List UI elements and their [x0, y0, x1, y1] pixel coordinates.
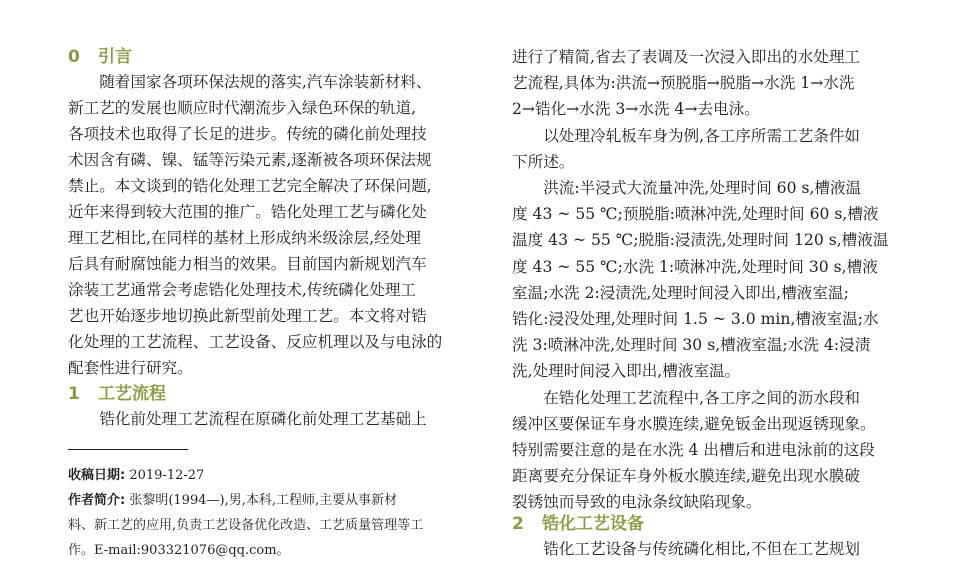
text-line: 后具有耐腐蚀能力相当的效果。目前国内新规划汽车 [68, 255, 427, 273]
text-line: 进行了精简,省去了表调及一次浸入即出的水处理工 [512, 48, 861, 66]
section-2-heading [512, 511, 644, 537]
text-line: 术因含有磷、镍、锰等污染元素,逐渐被各项环保法规 [68, 151, 432, 169]
text-line: 温度 43 ~ 55 ℃;脱脂:浸渍洗,处理时间 120 s,槽液温 [512, 231, 889, 250]
section-0-title: 引言 [98, 47, 132, 67]
section-0-number: 0 [68, 47, 80, 67]
text-line: 距离要充分保证车身外板水膜连续,避免出现水膜破 [512, 467, 861, 486]
text-line: 随着国家各项环保法规的落实,汽车涂装新材料、 [68, 73, 432, 91]
section-2-number: 2 [512, 514, 524, 534]
author-label: 作者简介: [68, 493, 126, 508]
section-1-title: 工艺流程 [98, 384, 166, 404]
text-line: 锆化前处理工艺流程在原磷化前处理工艺基础上 [68, 410, 427, 428]
text-line: 下所述。 [512, 152, 575, 171]
text-line: 涂装工艺通常会考虑锆化处理技术,传统磷化处理工 [68, 281, 417, 299]
text-line: 洪流:半浸式大流量冲洗,处理时间 60 s,槽液温 [512, 179, 862, 197]
author-line: 张黎明(1994—),男,本科,工程师,主要从事新材 [129, 493, 398, 508]
received-date [68, 463, 204, 488]
text-line: 各项技术也取得了长足的进步。传统的磷化前处理技 [68, 125, 427, 143]
text-line: 2→锆化→水洗 3→水洗 4→去电泳。 [512, 100, 760, 119]
text-line: 在锆化处理工艺流程中,各工序之间的沥水段和 [512, 388, 861, 407]
footnote-divider [68, 449, 188, 450]
text-line: 近年来得到较大范围的推广。锆化处理工艺与磷化处 [68, 203, 427, 221]
text-line: 以处理冷轧板车身为例,各工序所需工艺条件如 [512, 126, 861, 145]
received-value: 2019-12-27 [129, 468, 205, 483]
received-label: 收稿日期: [68, 468, 126, 483]
section-1-number: 1 [68, 384, 80, 404]
section-1-heading [68, 381, 166, 407]
section-2-title: 锆化工艺设备 [542, 514, 644, 534]
section-0-heading [68, 44, 132, 70]
author-bio-line: 作。E-mail:903321076@qq.com。 [68, 543, 290, 558]
text-line: 特别需要注意的是在水洗 4 出槽后和进电泳前的这段 [512, 441, 875, 459]
text-line: 裂锈蚀而导致的电泳条纹缺陷现象。 [512, 493, 762, 512]
text-line: 洗 3:喷淋冲洗,处理时间 30 s,槽液室温;水洗 4:浸渍 [512, 336, 871, 355]
text-line: 艺也开始逐步地切换此新型前处理工艺。本文将对锆 [68, 307, 427, 325]
text-line: 锆化工艺设备与传统磷化相比,不但在工艺规划 [512, 540, 861, 558]
text-line: 禁止。本文谈到的锆化处理工艺完全解决了环保问题, [68, 177, 432, 195]
text-line: 度 43 ~ 55 ℃;水洗 1:喷淋冲洗,处理时间 30 s,槽液 [512, 257, 878, 276]
text-line: 艺流程,具体为:洪流→预脱脂→脱脂→水洗 1→水洗 [512, 74, 855, 93]
author-bio-line: 料、新工艺的应用,负责工艺设备优化改造、工艺质量管理等工 [68, 518, 424, 533]
text-line: 室温;水洗 2:浸渍洗,处理时间浸入即出,槽液室温; [512, 283, 849, 302]
author-bio-line [68, 488, 397, 513]
text-line: 理工艺相比,在同样的基材上形成纳米级涂层,经处理 [68, 229, 421, 247]
text-line: 度 43 ~ 55 ℃;预脱脂:喷淋冲洗,处理时间 60 s,槽液 [512, 205, 879, 224]
text-line: 缓冲区要保证车身水膜连续,避免钣金出现返锈现象。 [512, 414, 876, 433]
text-line: 洗,处理时间浸入即出,槽液室温。 [512, 362, 741, 381]
text-line: 化处理的工艺流程、工艺设备、反应机理以及与电泳的 [68, 333, 443, 351]
text-line: 新工艺的发展也顺应时代潮流步入绿色环保的轨道, [68, 99, 417, 117]
text-line: 锆化:浸没处理,处理时间 1.5 ~ 3.0 min,槽液室温;水 [512, 310, 879, 328]
text-line: 配套性进行研究。 [68, 359, 193, 377]
